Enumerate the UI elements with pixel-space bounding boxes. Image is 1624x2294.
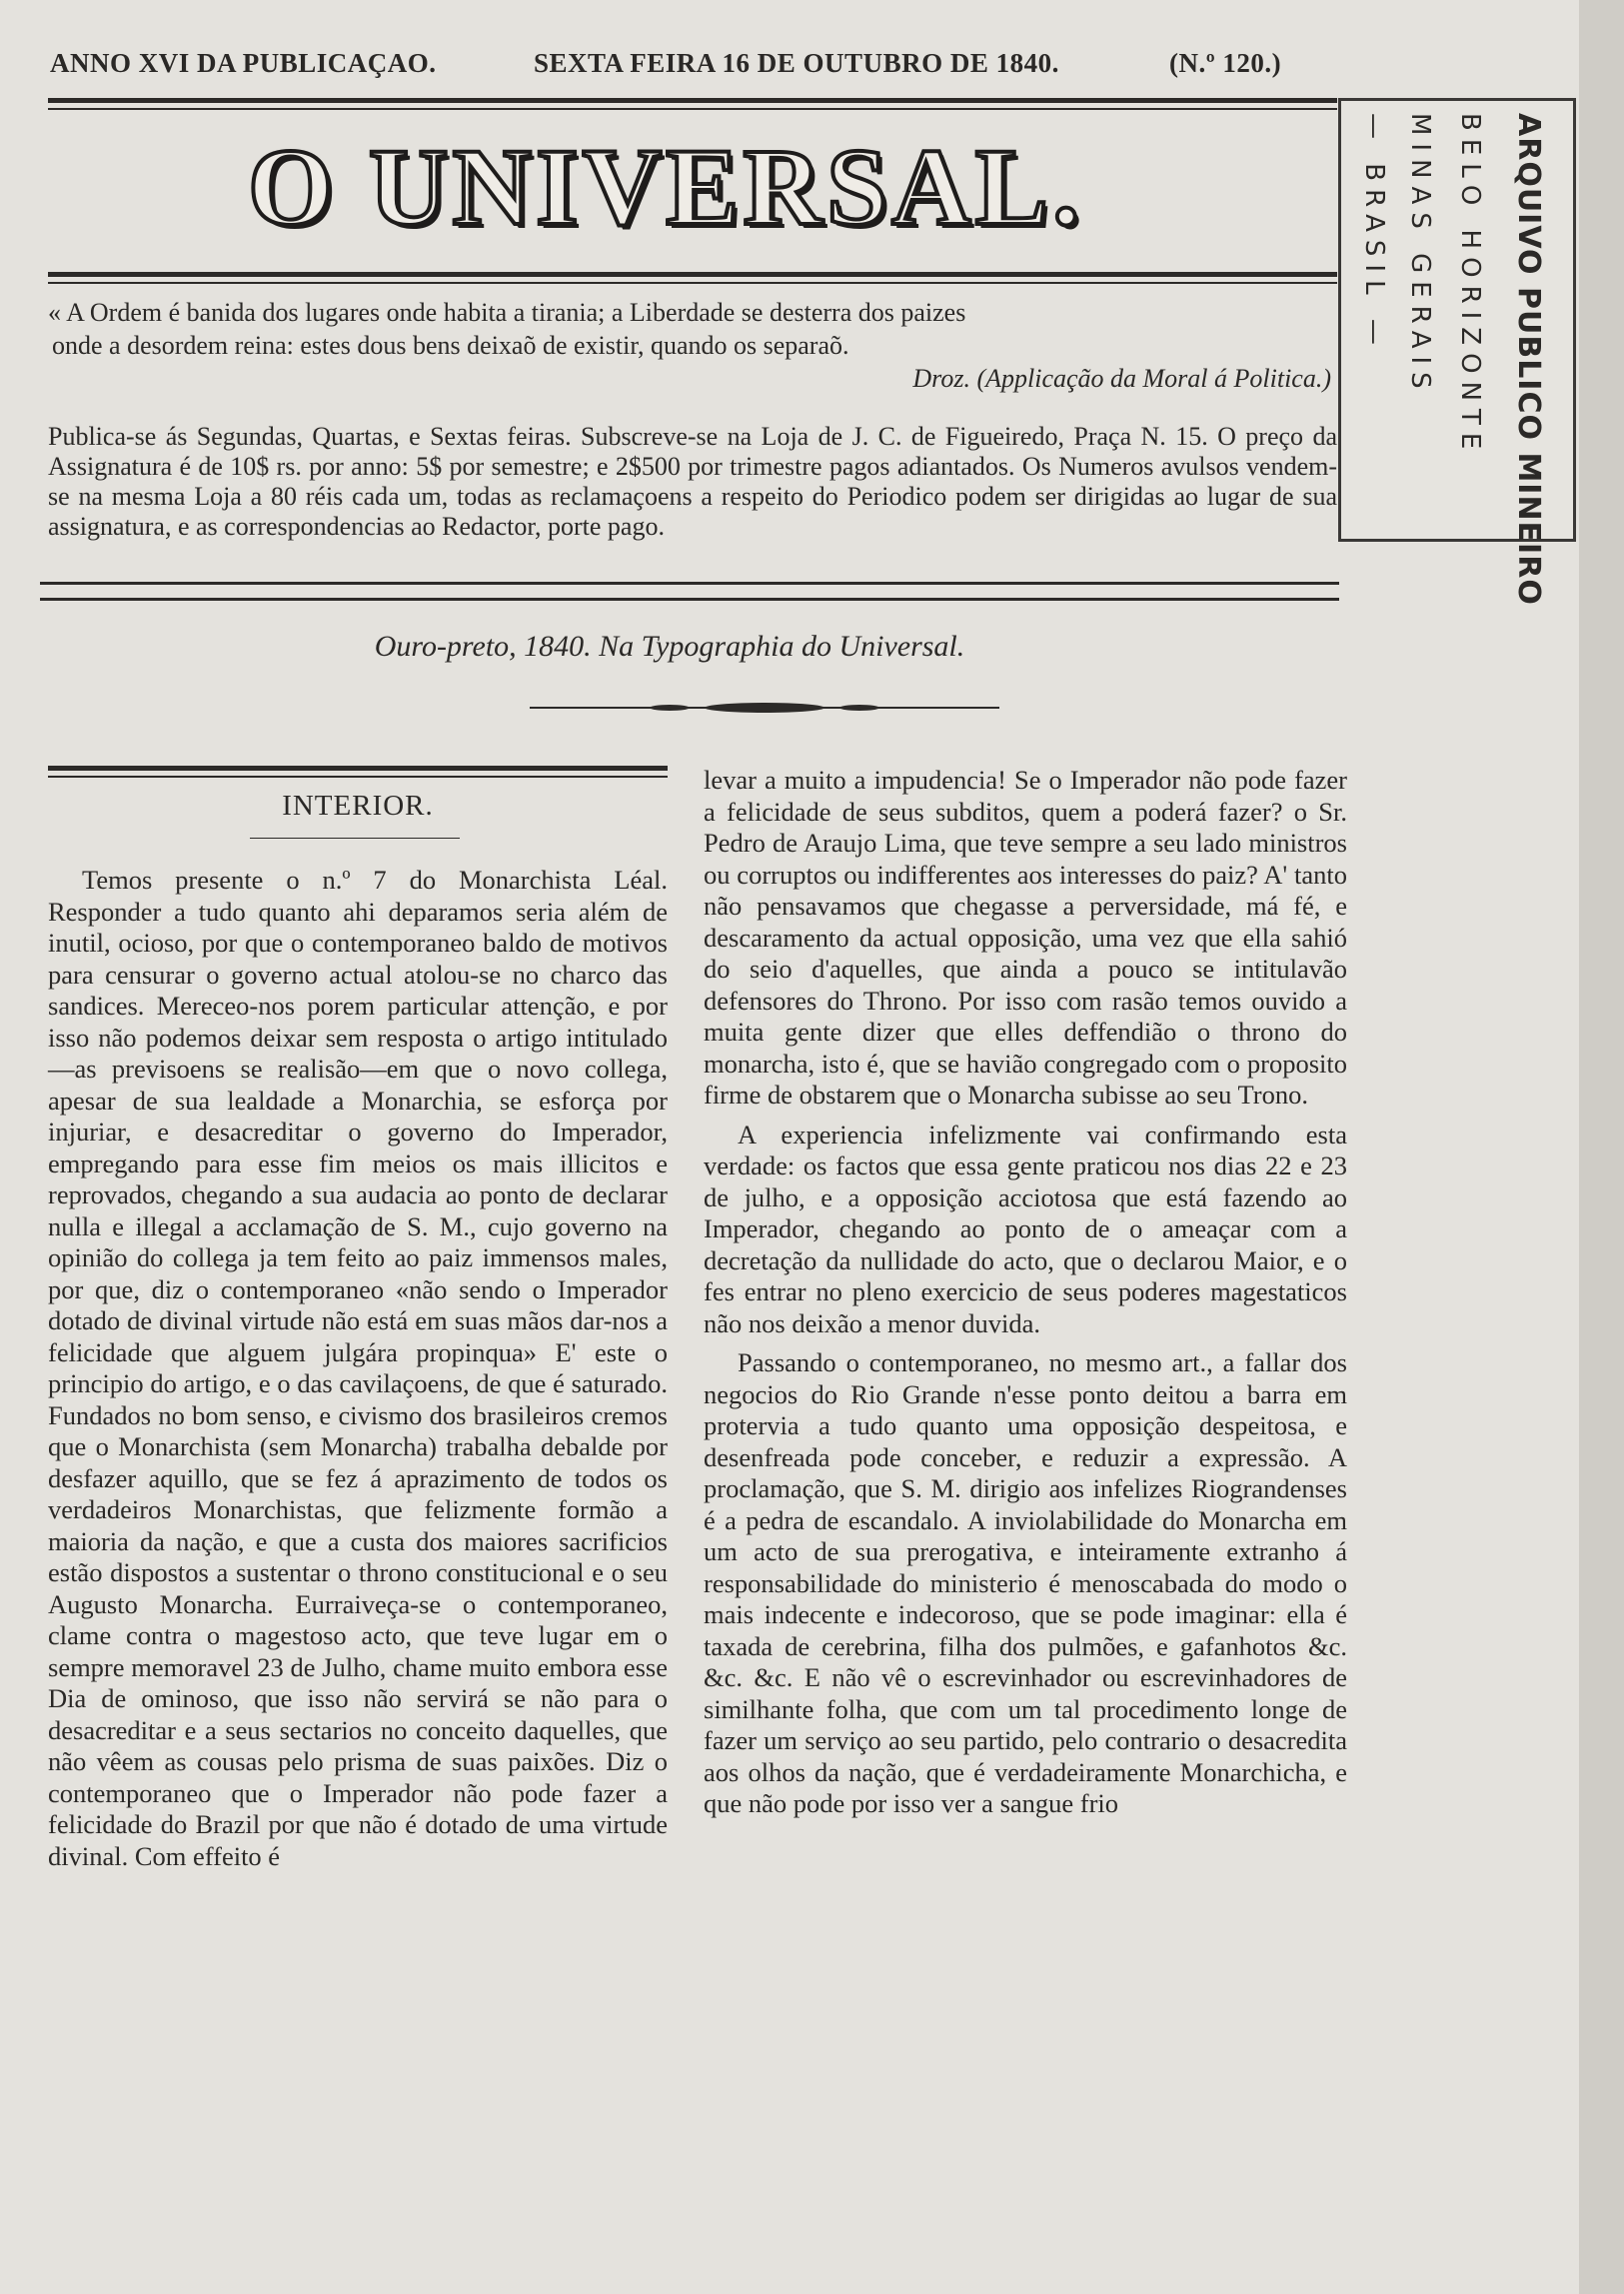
publication-year: ANNO XVI DA PUBLICAÇAO. <box>50 48 437 78</box>
article-column-left <box>48 865 668 1872</box>
masthead-header <box>50 48 1329 88</box>
title-rule-bottom <box>48 272 1337 277</box>
stamp-archive-name: ARQUIVO PUBLICO MINEIRO <box>1511 113 1546 606</box>
newspaper-title: O UNIVERSAL. <box>248 126 1084 248</box>
article-column-right <box>704 765 1347 1820</box>
section-rule-thin <box>48 776 668 778</box>
title-rule-bottom-thin <box>48 282 1337 284</box>
archive-stamp <box>1338 98 1576 606</box>
article-paragraph: levar a muito a impudencia! Se o Imperador não pode fazer a felicidade de seus subditos, quem a poderá fazer? o Sr. Pedro de Araujo Lima, que teve sempre a seu lado ministros ou corruptos ou indifferentes aos interesses do paiz? A' tanto não pensavamos que chegasse a perversidade, má fé, e descaramento da actual opposição, uma vez que ella sahió do seio d'aquelles, que ainda a pouco se intitulavão defensores do Throno. Por isso com rasão temos ouvido a muita gente dizer que elles deffendião o throno do monarcha, isto é, que se havião congregado com o proposito firme de obstarem que o Monarcha subisse ao seu Trono. <box>704 765 1347 1110</box>
stamp-state: MINAS GERAIS <box>1405 113 1435 397</box>
notice-rule-bottom <box>40 598 1339 601</box>
issue-date: SEXTA FEIRA 16 DE OUTUBRO DE 1840. <box>534 48 1059 78</box>
masthead-rule-top-thin <box>48 108 1337 110</box>
issue-number: (N.º 120.) <box>1169 48 1282 78</box>
page-edge <box>1579 0 1624 2294</box>
section-heading-underline <box>250 838 460 839</box>
masthead-rule-top <box>48 98 1337 103</box>
notice-rule-top <box>40 582 1339 585</box>
section-rule-thick <box>48 766 668 771</box>
epigraph-line-2: onde a desordem reina: estes dous bens deixaõ de existir, quando os separaõ. <box>52 331 849 360</box>
subscription-notice: Publica-se ás Segundas, Quartas, e Sextas feiras. Subscreve-se na Loja de J. C. de Figueiredo, Praça N. 15. O preço da Assignatura é de 10$ rs. por anno: 5$ por semestre; e 2$500 por trimestre pagos adiantados. Os Numeros avulsos vendem-se na mesma Loja a 80 réis cada um, todas as reclamaçoens a respeito do Periodico podem ser dirigidas ao lugar de sua assignatura, e as correspondencias ao Redactor, porte pago. <box>48 422 1337 541</box>
article-paragraph: Temos presente o n.º 7 do Monarchista Léal. Responder a tudo quanto ahi deparamos seria além de inutil, ocioso, por que o contemporaneo baldo de motivos para censurar o governo actual atolou-se no charco das sandices. Mereceo-nos porem particular attenção, e por isso não podemos deixar sem resposta o artigo intitulado—as previsoens se realisão—em que o novo collega, apesar de sua lealdade a Monarchia, se esforça por injuriar, e desacreditar o governo do Imperador, empregando para esse fim meios os mais illicitos e reprovados, chegando a sua audacia ao ponto de declarar nulla e illegal a acclamação de S. M., cujo governo na opinião do collega ja tem feito ao paiz immensos males, por que, diz o contemporaneo «não sendo o Imperador dotado de divinal virtude não está em suas mãos dar-nos a felicidade que alguem julgára propinqua» E' este o principio do artigo, e o das cavilaçoens, de que é saturado. Fundados no bom senso, e civismo dos brasileiros cremos que o Monarchista (sem Monarcha) trabalha debalde por desfazer aquillo, que se fez á aprazimento de todos os verdadeiros Monarchistas, que felizmente formão a maioria da nação, e que a custa dos maiores sacrificios estão dispostos a sustentar o throno constitucional e o seu Augusto Monarcha. Eurraiveça-se o contemporaneo, clame contra o magestoso acto, que teve lugar em o sempre memoravel 23 de Julho, chame muito embora esse Dia de ominoso, que isso não servirá se não para o desacreditar e a seus sectarios no conceito daquelles, que não vêem as cousas pelo prisma de suas paixões. Diz o contemporaneo que o Imperador não pode fazer a felicidade do Brazil por que não é dotado de uma virtude divinal. Com effeito é <box>48 865 668 1871</box>
stamp-country: — BRASIL — <box>1359 113 1389 353</box>
article-paragraph: Passando o contemporaneo, no mesmo art., a fallar dos negocios do Rio Grande n'esse ponto deitou a barra em protervia a tudo quanto uma opposição despeitosa, e desenfreada pode conceber, e reduzir a expressão. A proclamação, que S. M. dirigio aos infelizes Riograndenses é a pedra de escandalo. A inviolabilidade do Monarcha em um acto de sua prerogativa, e inteiramente extranho á responsabilidade do ministerio é menoscabada do modo o mais indecente e indecoroso, que se pode imaginar: ella é taxada de cerebrina, filha dos pulmões, e gafanhotos &c. &c. &c. E não vê o escrevinhador ou escrevinhadores de similhante folha, que com um tal procedimento longe de fazer um serviço ao seu partido, pelo contrario o desacredita aos olhos da nação, que é verdadeiramente Monarchicha, e que não pode por isso ver a sangue frio <box>704 1347 1347 1818</box>
ornamental-divider <box>530 700 999 716</box>
epigraph <box>48 296 1337 395</box>
imprint-line: Ouro-preto, 1840. Na Typographia do Universal. <box>374 630 965 663</box>
article-paragraph: A experiencia infelizmente vai confirmando esta verdade: os factos que essa gente praticou nos dias 22 e 23 de julho, e a opposição acciotosa que está fazendo ao Imperador, chegando ao ponto de o ameaçar com a decretação da nullidade do acto, que o declarou Maior, e o fes entrar no pleno exercicio de seus poderes magestaticos não nos deixão a menor duvida. <box>704 1119 1347 1338</box>
stamp-city: BELO HORIZONTE <box>1455 113 1485 458</box>
epigraph-line-1: « A Ordem é banida dos lugares onde habita a tirania; a Liberdade se desterra dos paizes <box>48 298 966 327</box>
epigraph-attribution: Droz. (Applicação da Moral á Politica.) <box>912 364 1331 393</box>
section-heading: INTERIOR. <box>282 790 434 822</box>
